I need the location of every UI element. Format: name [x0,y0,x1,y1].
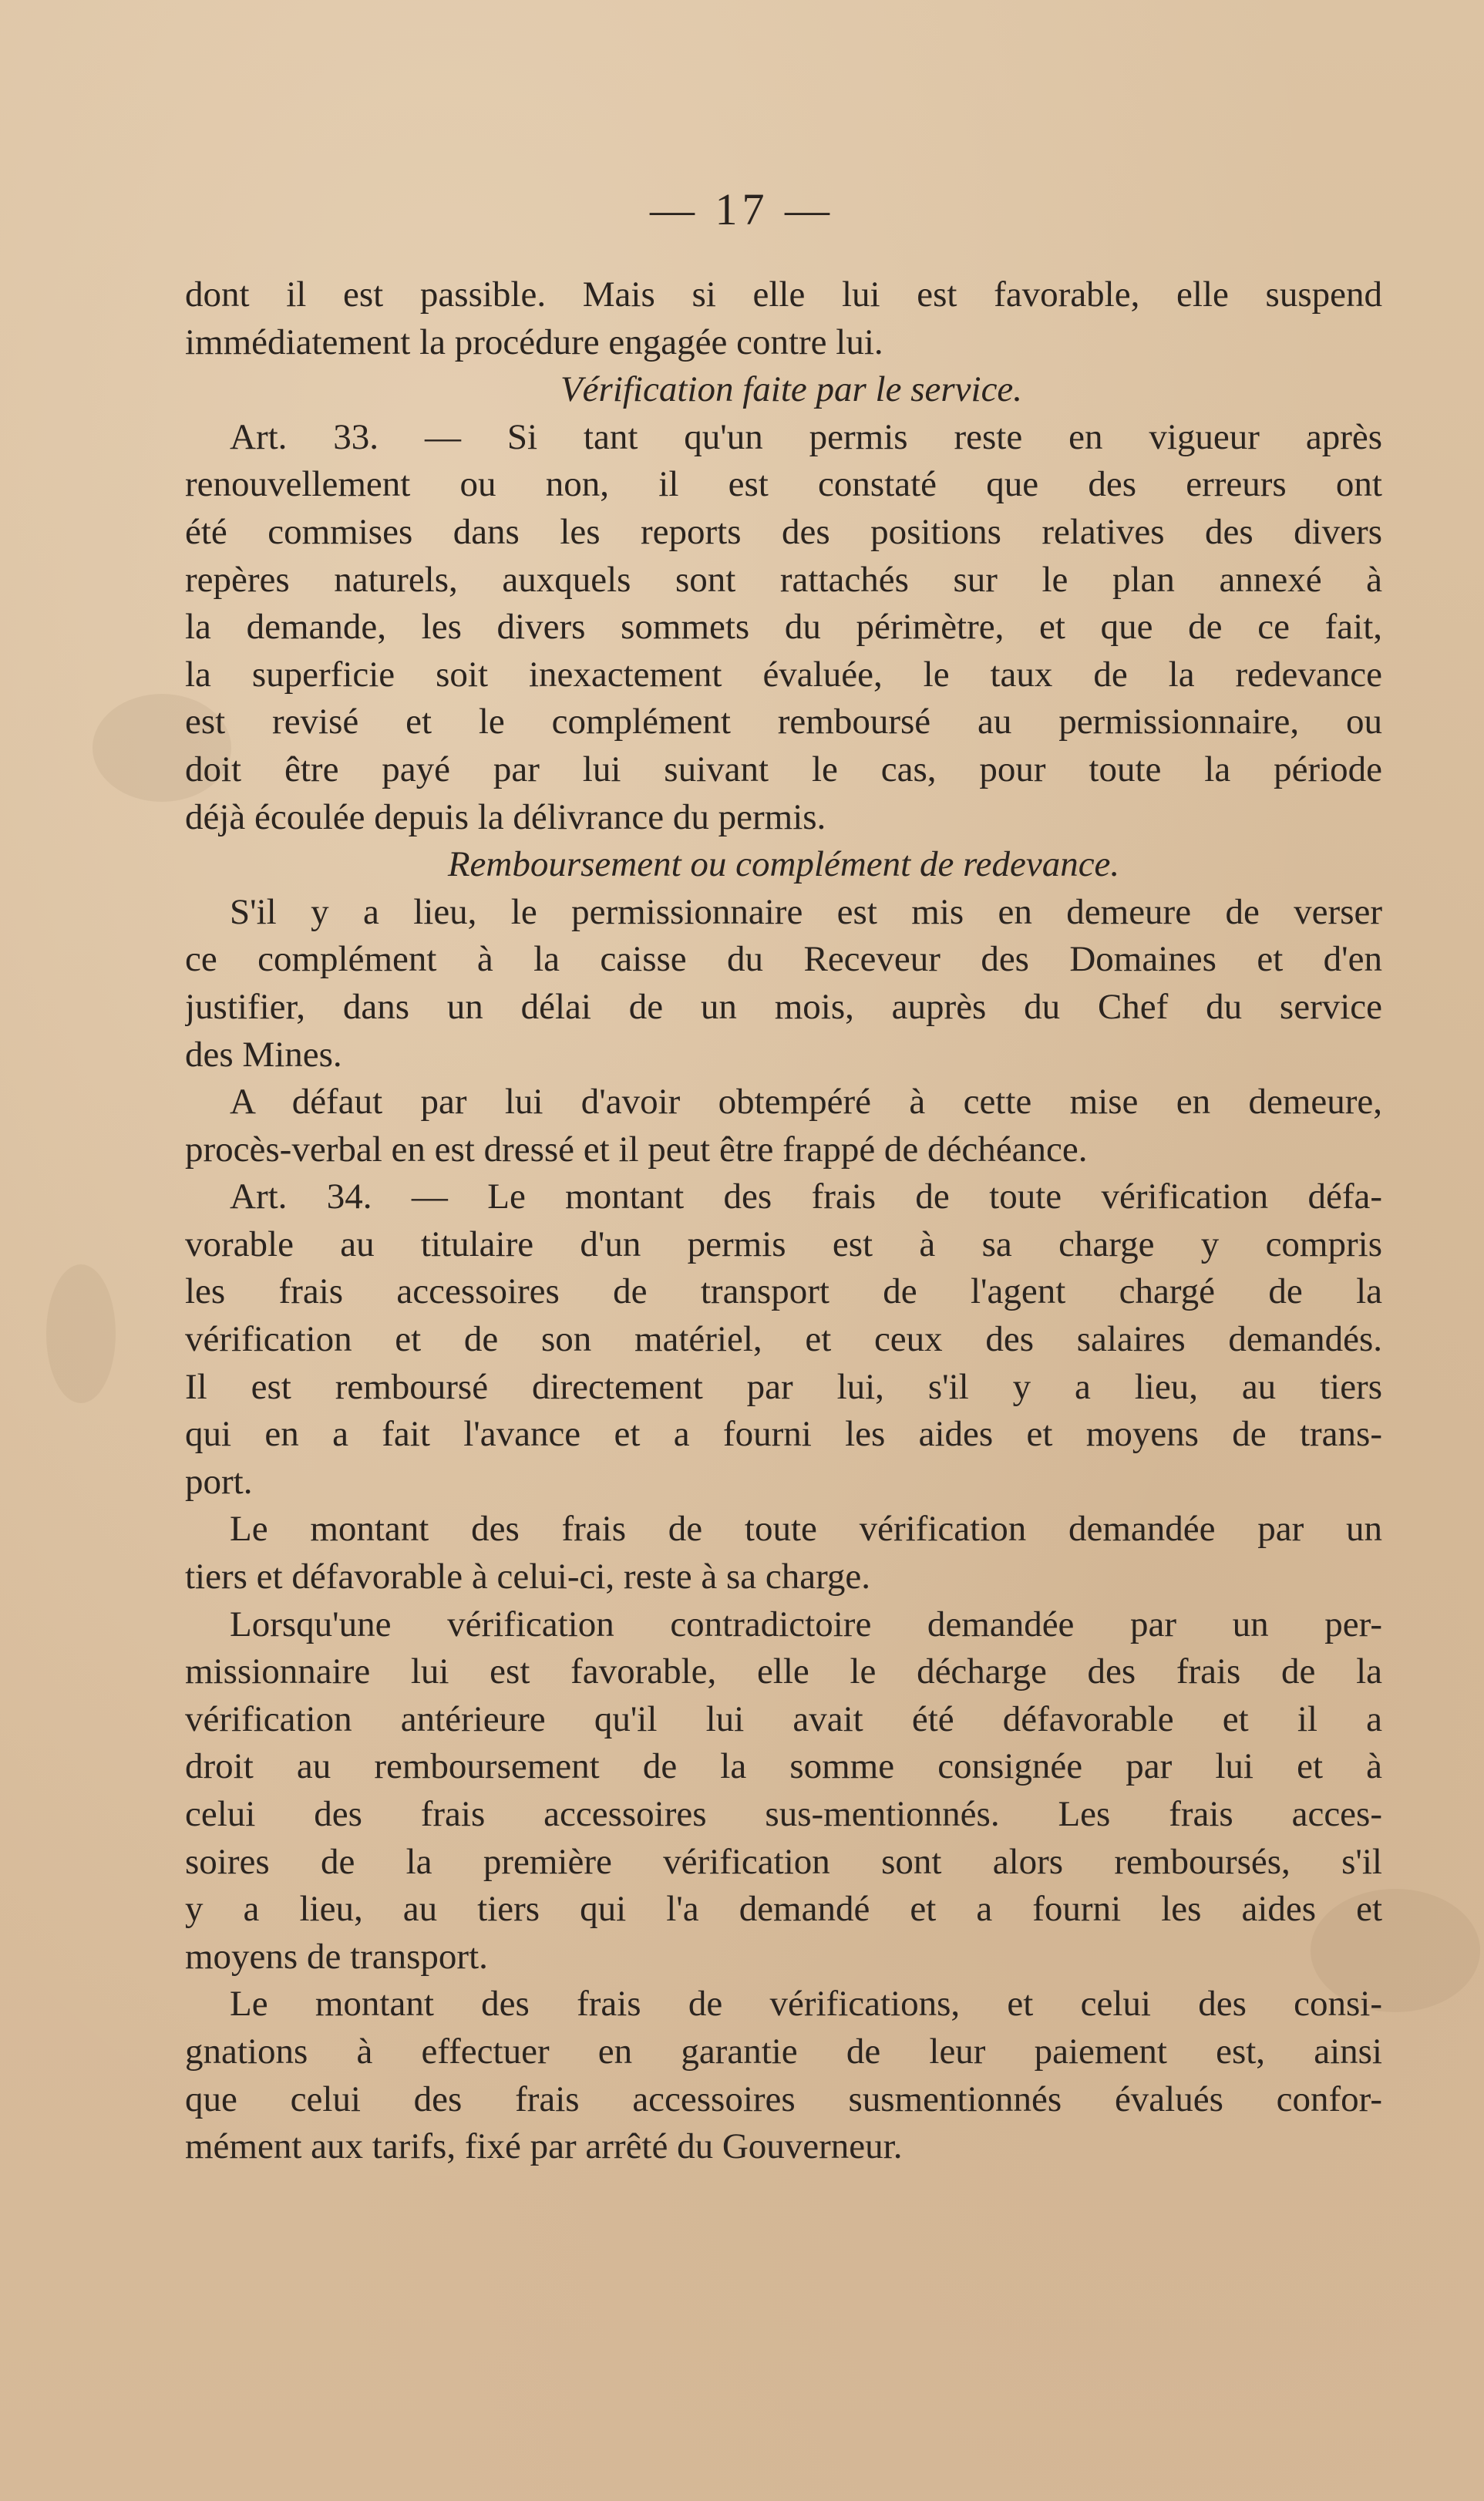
text-line: la superficie soit inexactement évaluée, le taux de la redevance [185,654,1382,695]
paragraph-tarifs [185,1981,1382,2170]
text-line: tiers et défavorable à celui-ci, reste à sa charge. [185,1557,871,1597]
text-line: vérification et de son matériel, et ceux des salaires demandés. [185,1319,1382,1360]
text-line: déjà écoulée depuis la délivrance du permis. [185,796,826,837]
text-line: port. [185,1461,253,1502]
text-line: la demande, les divers sommets du périmètre, et que de ce fait, [185,607,1382,648]
text-line: les frais accessoires de transport de l'agent chargé de la [185,1271,1382,1312]
text-line: moyens de transport. [185,1936,488,1977]
text-line: droit au remboursement de la somme consignée par lui et à [185,1746,1382,1787]
text-line: des Mines. [185,1034,342,1075]
text-line: Il est remboursé directement par lui, s'il y a lieu, au tiers [185,1366,1382,1407]
text-line: celui des frais accessoires sus-mentionnés. Les frais acces- [185,1794,1382,1834]
text-line: S'il y a lieu, le permissionnaire est mis en demeure de verser [230,891,1382,932]
text-line: que celui des frais accessoires susmentionnés évalués confor- [185,2079,1382,2119]
paragraph-mise-en-demeure [185,889,1382,1079]
text-line: est revisé et le complément remboursé au permissionnaire, ou [185,702,1382,742]
text-line: Le montant des frais de toute vérification demandée par un [230,1509,1382,1550]
paragraph-article-33 [185,414,1382,841]
paragraph-tiers-defavorable [185,1506,1382,1601]
text-line: Lorsqu'une vérification contradictoire demandée par un per- [230,1604,1382,1644]
body-text [185,271,1382,2171]
text-line: missionnaire lui est favorable, elle le décharge des frais de la [185,1651,1382,1692]
paragraph-continuation [185,271,1382,366]
text-line: gnations à effectuer en garantie de leur paiement est, ainsi [185,2031,1382,2072]
text-line: ce complément à la caisse du Receveur des Domaines et d'en [185,939,1382,980]
text-line: renouvellement ou non, il est constaté que des erreurs ont [185,464,1382,505]
text-line: Art. 33. — Si tant qu'un permis reste en vigueur après [230,416,1382,457]
text-line: procès-verbal en est dressé et il peut être frappé de déchéance. [185,1129,1088,1170]
text-line: dont il est passible. Mais si elle lui est favorable, elle suspend [185,274,1382,315]
text-line: Art. 34. — Le montant des frais de toute vérification défa- [230,1176,1382,1217]
text-line: vérification antérieure qu'il lui avait été défavorable et il a [185,1698,1382,1739]
paragraph-decheance [185,1079,1382,1173]
text-line: justifier, dans un délai de un mois, auprès du Chef du service [185,986,1382,1027]
section-heading-remboursement: Remboursement ou complément de redevance. [447,844,1120,885]
text-line: A défaut par lui d'avoir obtempéré à cette mise en demeure, [230,1082,1382,1123]
text-line: vorable au titulaire d'un permis est à sa charge y compris [185,1224,1382,1264]
text-line: mément aux tarifs, fixé par arrêté du Gouverneur. [185,2126,903,2167]
text-line: Le montant des frais de vérifications, et celui des consi- [230,1984,1382,2025]
paper-stain [46,1264,116,1403]
text-line: immédiatement la procédure engagée contre lui. [185,321,883,362]
paragraph-contradictoire [185,1601,1382,1981]
text-line: doit être payé par lui suivant le cas, pour toute la période [185,749,1382,789]
text-line: été commises dans les reports des positions relatives des divers [185,511,1382,552]
text-line: repères naturels, auxquels sont rattachés sur le plan annexé à [185,559,1382,600]
text-line: soires de la première vérification sont alors remboursés, s'il [185,1841,1382,1882]
text-line: y a lieu, au tiers qui l'a demandé et a fourni les aides et [185,1889,1382,1930]
text-line: qui en a fait l'avance et a fourni les aides et moyens de trans- [185,1414,1382,1455]
page-number: — 17 — [650,184,834,234]
section-heading-verification: Vérification faite par le service. [560,369,1023,410]
paragraph-article-34 [185,1173,1382,1506]
